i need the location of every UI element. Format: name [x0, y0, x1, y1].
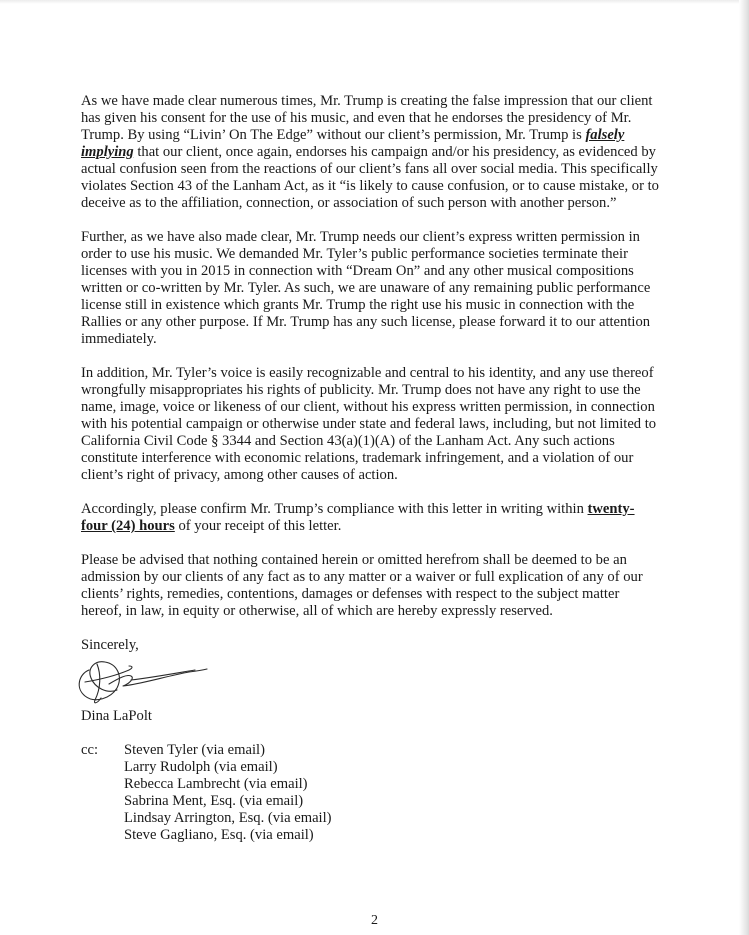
cc-recipient: Larry Rudolph (via email) — [124, 759, 278, 775]
falsely-implying-emphasis: falsely implying — [81, 127, 625, 160]
paragraph-4-text-before: Accordingly, please confirm Mr. Trump’s compliance with this letter in writing within — [81, 501, 588, 517]
letter-body — [81, 93, 659, 844]
paragraph-compliance-request — [81, 501, 659, 535]
page-edge-shadow — [739, 0, 749, 935]
signer-name: Dina LaPolt — [81, 708, 152, 724]
cc-recipient-list — [124, 742, 332, 844]
paragraph-rights-of-publicity: In addition, Mr. Tyler’s voice is easily recognizable and central to his identity, and any use thereof wrongfully misappropriates his rights of publicity. Mr. Trump does not have any right to use the name, image, voice or likeness of our client, without his express written permission, in connection with his potential campaign or otherwise under state and federal laws, including, but not limited to California Civil Code § 3344 and Section 43(a)(1)(A) of the Lanham Act. Any such actions constitute interference with economic relations, trademark infringement, and a violation of our client’s right of privacy, among other causes of action. — [81, 365, 657, 483]
handwritten-signature — [71, 654, 211, 708]
paragraph-4-text-after: of your receipt of this letter. — [174, 518, 342, 534]
paragraph-1-text-after: that our client, once again, endorses his campaign and/or his presidency, as evidenced by actual confusion seen from the reactions of our client’s fans all over social media. This specifically violates Section 43 of the Lanham Act, as it “is likely to cause confusion, or to cause mistake, or to deceive as to the affiliation, connection, or association of such person with another person.” — [81, 144, 659, 211]
page-number: 2 — [371, 913, 378, 928]
deadline-emphasis: twenty-four (24) hours — [81, 501, 635, 534]
cc-block — [81, 742, 659, 844]
cc-recipient: Steven Tyler (via email) — [124, 742, 265, 758]
cc-recipient: Steve Gagliano, Esq. (via email) — [124, 827, 314, 843]
page-top-shadow — [0, 0, 749, 4]
paragraph-reservation-of-rights: Please be advised that nothing contained herein or omitted herefrom shall be deemed to be an admission by our clients of any fact as to any matter or a waiver or full explication of any of our clients’ rights, remedies, contentions, damages or defenses with respect to the subject matter hereof, in law, in equity or otherwise, all of which are hereby expressly reserved. — [81, 552, 643, 619]
signature-drawing — [71, 654, 211, 708]
paragraph-written-permission: Further, as we have also made clear, Mr. Trump needs our client’s express written permission in order to use his music. We demanded Mr. Tyler’s public performance societies terminate their licenses with you in 2015 in connection with “Dream On” and any other musical compositions written or co-written by Mr. Tyler. As such, we are unaware of any remaining public performance license still in existence which grants Mr. Trump the right use his music in connection with the Rallies or any other purpose. If Mr. Trump has any such license, please forward it to our attention immediately. — [81, 229, 651, 347]
cc-recipient: Rebecca Lambrecht (via email) — [124, 776, 308, 792]
cc-recipient: Sabrina Ment, Esq. (via email) — [124, 793, 304, 809]
cc-recipient: Lindsay Arrington, Esq. (via email) — [124, 810, 332, 826]
paragraph-1-text-before: As we have made clear numerous times, Mr. Trump is creating the false impression that our client has given his consent for the use of his music, and even that he endorses the presidency of Mr. Trump. By using “Livin’ On The Edge” without our client’s permission, Mr. Trump is — [81, 93, 653, 143]
closing-salutation: Sincerely, — [81, 637, 139, 653]
paragraph-false-impression — [81, 93, 659, 212]
cc-label: cc: — [81, 742, 99, 758]
